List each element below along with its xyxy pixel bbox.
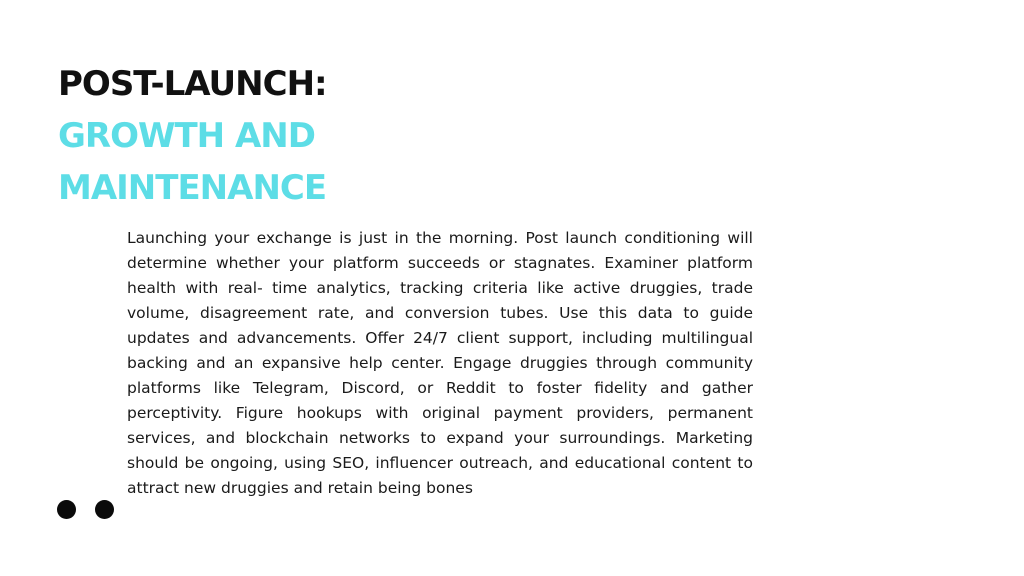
- body-paragraph: Launching your exchange is just in the morning. Post launch conditioning will determine whether your platform succeeds or stagnates. Examiner platform health with real- time analytics, tracking criteria like active druggies, trade volume, disagreement rate, and conversion tubes. Use this data to guide updates and advancements. Offer 24/7 client support, including multilingual backing and an expansive help center. Engage druggies through community platforms like Telegram, Discord, or Reddit to foster fidelity and gather perceptivity. Figure hookups with original payment providers, permanent services, and blockchain networks to expand your surroundings. Marketing should be ongoing, using SEO, influencer outreach, and educational content to attract new druggies and retain being bones: [127, 229, 753, 497]
- title-line-growth-and: GROWTH AND: [58, 116, 315, 156]
- decorative-dots: [57, 500, 114, 519]
- dot-icon: [57, 500, 76, 519]
- title-line-maintenance: MAINTENANCE: [58, 168, 327, 208]
- title-line-post-launch: POST-LAUNCH:: [58, 64, 327, 104]
- dot-icon: [95, 500, 114, 519]
- slide-title: [58, 58, 327, 214]
